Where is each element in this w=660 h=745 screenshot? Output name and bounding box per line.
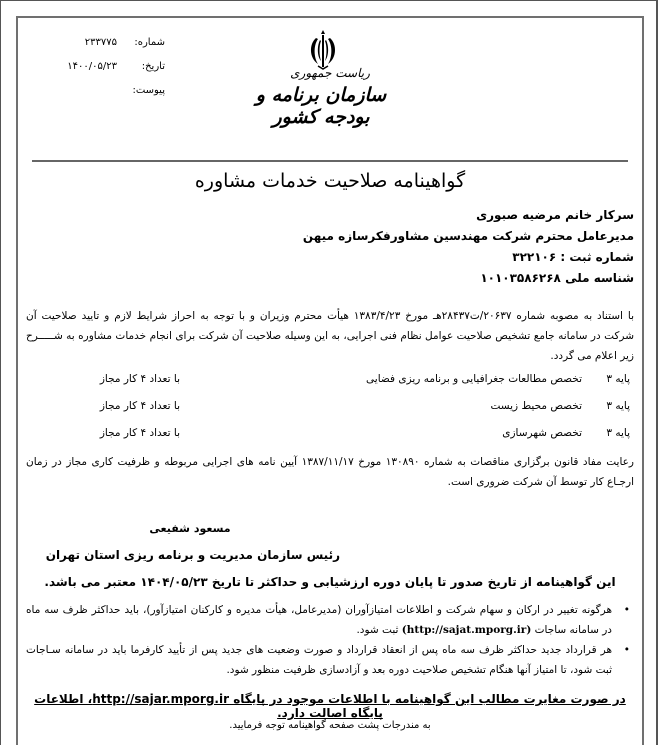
signer-name: مسعود شفیعی: [149, 522, 231, 535]
date-value: ۱۴۰۰/۰۵/۲۳: [67, 60, 117, 72]
attachment-row: [55, 78, 165, 102]
org-sub-title: ریاست جمهوری: [290, 66, 370, 80]
attachment-label: پیوست:: [132, 84, 165, 96]
competency-name: تخصص شهرسازی: [502, 427, 582, 439]
competency-count: با تعداد ۴ کار مجاز: [99, 427, 180, 439]
note-text: هرگونه تغییر در ارکان و سهام شرکت و اطلاعات امتیازآوران (مدیرعامل، هیأت مدیره و کارکنان امتیازآور)، باید حداکثر ظرف سه ماه در سامانه ساجات: [26, 604, 612, 636]
competency-level: پایه ۳: [606, 400, 630, 412]
notes-list: [26, 600, 634, 680]
date-label: تاریخ:: [141, 60, 165, 72]
recipient-block: [214, 205, 634, 289]
note-text: هر قرارداد جدید حداکثر ظرف سه ماه پس از انعقاد قرارداد و صورت وضعیت های جدید پس از تأیید کارفرما باید در سامانه سـاجات ثبت شود، تا امتیاز آنها هنگام تشخیص صلاحیت دوره بعد و آزادسازی ظرفیت منظور شود.: [26, 644, 612, 676]
competency-count: با تعداد ۴ کار مجاز: [99, 400, 180, 412]
registration-number: شماره ثبت : ۳۲۲۱۰۶: [512, 250, 634, 264]
competency-count: با تعداد ۴ کار مجاز: [99, 373, 180, 385]
note-item: [26, 640, 634, 680]
date-row: [55, 54, 165, 78]
signer-title: رئیس سازمان مدیریت و برنامه ریزی استان تهران: [45, 548, 340, 562]
competency-name: تخصص مطالعات جغرافیایی و برنامه ریزی فضایی: [366, 373, 582, 385]
competency-row: [60, 427, 630, 447]
number-label: شماره:: [134, 36, 165, 48]
validity-statement: این گواهینامه از تاریخ صدور تا پایان دوره ارزشیابی و حداکثر تا تاریخ ۱۴۰۴/۰۵/۲۳ معتبر می باشد.: [44, 575, 616, 589]
competency-level: پایه ۳: [606, 427, 630, 439]
national-id: شناسه ملی ۱۰۱۰۳۵۸۶۲۶۸: [480, 271, 634, 285]
certificate-title: گواهینامه صلاحیت خدمات مشاوره: [194, 170, 466, 192]
footer-note: به مندرجات پشت صفحه گواهینامه توجه فرمایید.: [229, 720, 431, 731]
competency-name: تخصص محیط زیست: [490, 400, 582, 412]
authenticity-warning: در صورت مغایرت مطالب این گواهینامه با اطلاعات موجود در پایگاه http://sajar.mporg.ir، اطلاعات پایگاه اصالت دارد.: [34, 692, 626, 720]
recipient-position: مدیرعامل محترم شرکت مهندسین مشاورفکرسازه میهن: [302, 229, 634, 243]
number-value: ۲۳۳۷۷۵: [84, 36, 117, 48]
recipient-salutation: سرکار خانم مرضیه صبوری: [476, 208, 634, 222]
competency-row: [60, 400, 630, 420]
note-text-end: ثبت شود.: [356, 624, 402, 636]
bullet-icon: •: [623, 604, 630, 616]
bullet-icon: •: [623, 644, 630, 656]
sajat-link[interactable]: (http://sajat.mporg.ir): [401, 624, 532, 636]
competency-level: پایه ۳: [606, 373, 630, 385]
compliance-paragraph: رعایت مفاد قانون برگزاری مناقصات به شماره ۱۳۰۸۹۰ مورخ ۱۳۸۷/۱۱/۱۷ آیین نامه های اجرایی مربوطه و ظرفیت کاری مجاز در زمان ارجـاع کار توسط آن شرکت ضروری است.: [26, 456, 634, 488]
body-paragraph: با استناد به مصوبه شماره ۲۰۶۳۷/ت۲۸۴۳۷هـ مورخ ۱۳۸۳/۴/۲۳ هیأت محترم وزیران و با توجه به احراز شرایط لازم و تایید صلاحیت آن شرکت در سامانه جامع تشخیص صلاحیت عوامل نظام فنی اجرایی، به این وسیله صلاحیت آن شرکت برای انجام خدمات مشاوره به شـــــرح زیر اعلام می گردد.: [26, 310, 634, 362]
number-row: [55, 30, 165, 54]
letter-meta: [55, 30, 165, 102]
note-item: [26, 600, 634, 640]
header-divider: [32, 160, 628, 162]
competency-row: [60, 373, 630, 393]
org-name: سازمان برنامه و بودجه کشور: [255, 84, 387, 128]
